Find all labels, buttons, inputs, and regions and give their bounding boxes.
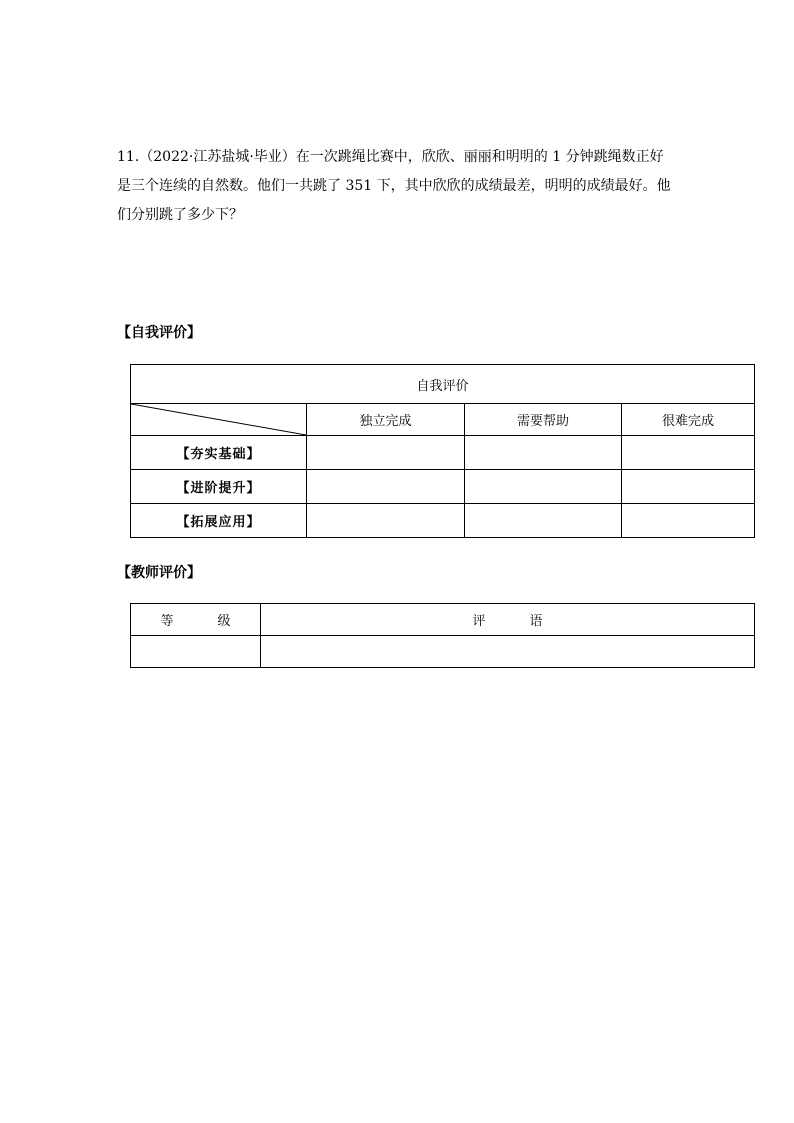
col-comment-char-2: 语 [529,614,543,629]
col-grade-char-1: 等 [160,614,174,629]
col-comment-char-1: 评 [472,614,486,629]
self-eval-title-row [131,365,755,404]
row-label-extended: 【拓展应用】 [131,504,307,538]
col-comment [261,604,755,636]
table-row [131,470,755,504]
row-label-basic: 【夯实基础】 [131,436,307,470]
self-eval-table-title: 自我评价 [131,365,755,404]
col-independent: 独立完成 [307,404,465,436]
question-number: 11. [117,149,140,165]
table-row [131,504,755,538]
col-grade-char-2: 级 [217,614,231,629]
teacher-eval-header-row [131,604,755,636]
eval-cell[interactable] [465,436,622,470]
teacher-eval-table [130,603,755,668]
question-body: 在一次跳绳比赛中，欣欣、丽丽和明明的 1 分钟跳绳数正好是三个连续的自然数。他们一共跳了 351 下，其中欣欣的成绩最差，明明的成绩最好。他们分别跳了多少下？ [117,149,671,223]
col-need-help: 需要帮助 [465,404,622,436]
eval-cell[interactable] [465,504,622,538]
question-source: （2022·江苏盐城·毕业） [139,149,296,165]
teacher-eval-heading: 【教师评价】 [117,565,201,581]
eval-cell[interactable] [622,470,755,504]
row-label-advanced: 【进阶提升】 [131,470,307,504]
diagonal-header-cell [131,404,307,436]
grade-cell[interactable] [131,636,261,668]
self-eval-heading: 【自我评价】 [117,325,201,341]
eval-cell[interactable] [307,436,465,470]
question-text [117,143,677,230]
col-hard: 很难完成 [622,404,755,436]
col-grade [131,604,261,636]
eval-cell[interactable] [622,436,755,470]
eval-cell[interactable] [465,470,622,504]
table-row [131,436,755,470]
comment-cell[interactable] [261,636,755,668]
table-row [131,636,755,668]
self-eval-header-row [131,404,755,436]
diagonal-line [131,404,306,435]
eval-cell[interactable] [307,470,465,504]
eval-cell[interactable] [307,504,465,538]
self-eval-table [130,364,755,538]
eval-cell[interactable] [622,504,755,538]
